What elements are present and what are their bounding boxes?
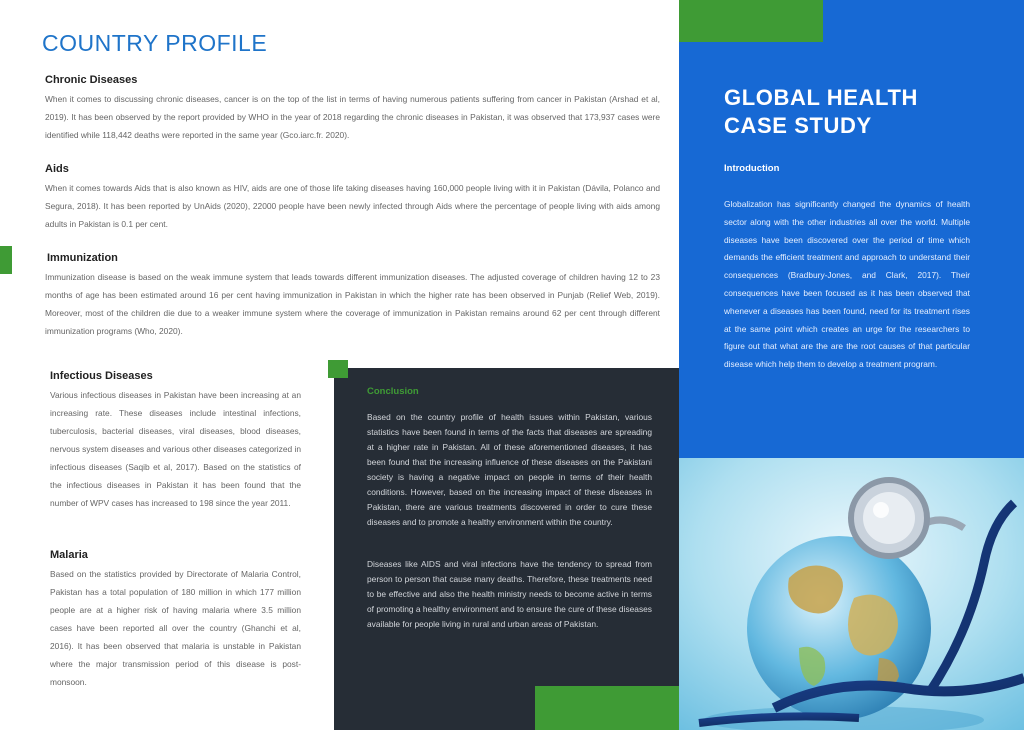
infectious-heading: Infectious Diseases (50, 370, 153, 382)
aids-text: When it comes towards Aids that is also known as HIV, aids are one of those life taking diseases having 160,000 people living with it in Pakistan (Dávila, Polanco and Segura, 2018). It has been reported by UnAids (2020), 22000 people have been newly infected through Aids where the percentage of people living with aids among adults in Pakistan is 0.1 per cent. (45, 183, 660, 229)
page-title: COUNTRY PROFILE (42, 30, 268, 56)
introduction-text: Globalization has significantly changed the dynamics of health sector along with the other industries all over the world. Multiple diseases have been discovered over the period of time which demands the efficient treatment and approach to understand their consequences (Bradbury-Jones, and Clark, 2017). Their consequences have been focused as it has been observed that whenever a diseases has been found, need for its treatment rises at the same point which creates an urge for the researchers to figure out that what are the are the root causes of that particular disease which help them to develop a treatment program. (724, 199, 970, 370)
conclusion-paragraph-1: Based on the country profile of health issues within Pakistan, various statistics have been found in terms of the facts that diseases are spreading at a higher rate in Pakistan. All of these aforementioned diseases, it has been found that the increasing influence of these diseases on the Pakistani society is having a negative impact on people in terms of their health conditions. However, based on the increasing impact of these diseases in Pakistan, there are various treatments discovered in order to cure these diseases and to promote a healthy environment within the country. (367, 412, 652, 527)
infectious-text: Various infectious diseases in Pakistan have been increasing at an increasing rate. These diseases include intestinal infections, tuberculosis, bacterial diseases, viral diseases, blood diseases, nervous system diseases and various other diseases categorized in infectious diseases (Saqib et al, 2017). Based on the statistics of the infectious diseases in Pakistan it has been found that the number of WPV cases has increased to 198 since the year 2011. (50, 390, 301, 508)
aids-heading: Aids (45, 163, 69, 175)
conclusion-heading: Conclusion (367, 386, 419, 397)
case-study-title-line2: CASE STUDY (724, 113, 872, 138)
chronic-heading: Chronic Diseases (45, 74, 138, 86)
case-study-title (724, 84, 918, 140)
immunization-heading: Immunization (47, 252, 118, 264)
introduction-heading: Introduction (724, 163, 780, 174)
conclusion-accent (328, 360, 348, 378)
immunization-text: Immunization disease is based on the weak immune system that leads towards different immunization diseases. The adjusted coverage of children having 12 to 23 months of age has been estimated around 16 per cent having immunization in Pakistan in which the higher rate has been observed in Punjab (Relief Web, 2019). Moreover, most of the children die due to a weaker immune system where the coverage of immunization in Pakistan remains around 62 per cent through different immunization programs (Who, 2020). (45, 272, 660, 336)
case-study-title-line1: GLOBAL HEALTH (724, 85, 918, 110)
malaria-heading: Malaria (50, 549, 88, 561)
conclusion-paragraph-2: Diseases like AIDS and viral infections have the tendency to spread from person to person that cause many deaths. Therefore, these treatments need to be effective and also the health ministry needs to become active in terms of promoting a healthy environment and to ensure the cure of these diseases available for people living in rural and urban areas of Pakistan. (367, 559, 652, 629)
conclusion-bottom-accent (535, 686, 679, 730)
globe-stethoscope-photo (679, 458, 1024, 730)
malaria-text: Based on the statistics provided by Directorate of Malaria Control, Pakistan has a total population of 180 million in which 177 million people are at a higher risk of having malaria where 3.5 million cases have been reported all over the country (Ghanchi et al, 2016). It has been observed that malaria is unstable in Pakistan where the major transmission period of this disease is post-monsoon. (50, 569, 301, 687)
chronic-text: When it comes to discussing chronic diseases, cancer is on the top of the list in terms of having numerous patients suffering from cancer in Pakistan (Arshad et al, 2019). It has been observed by the report provided by WHO in the year of 2018 regarding the chronic diseases in Pakistan, it was observed that 173,937 cases were identified while 118,442 deaths were reported in the same year (Gco.iarc.fr. 2020). (45, 94, 660, 140)
top-accent (679, 0, 823, 42)
accent-marker (0, 246, 12, 274)
